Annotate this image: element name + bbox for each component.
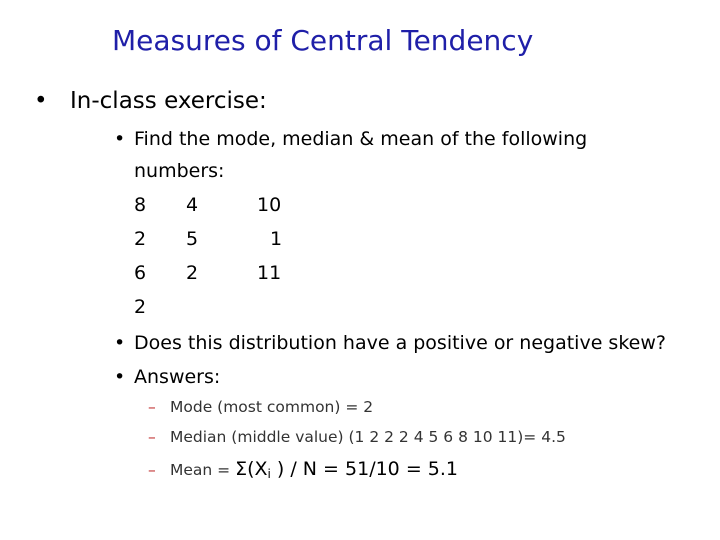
mean-subscript: i [267,467,271,481]
number-cell: 10 [257,194,282,216]
dash-icon: – [148,398,156,416]
answer-mode [148,398,373,416]
answer-mean [148,458,458,481]
number-cell: 8 [134,194,147,216]
find-line2: numbers: [134,160,225,182]
answers-bullet [114,366,220,388]
number-cell: 11 [257,262,282,284]
skew-bullet [114,332,666,354]
answer-median-text: Median (middle value) (1 2 2 2 4 5 6 8 10 11)= 4.5 [170,428,566,446]
slide-title: Measures of Central Tendency [112,24,534,57]
bullet-icon: • [114,366,126,388]
main-bullet-text: In-class exercise: [70,88,267,114]
number-cell: 6 [134,262,147,284]
number-cell: 4 [186,194,199,216]
number-cell: 2 [186,262,199,284]
skew-question: Does this distribution have a positive or negative skew? [134,332,666,354]
main-bullet [34,88,267,114]
find-line1: Find the mode, median & mean of the following [134,128,588,150]
mean-rest: ) / N = 51/10 = 5.1 [270,458,458,480]
number-cell: 5 [186,228,199,250]
number-cell: 2 [134,296,147,318]
answers-label: Answers: [134,366,221,388]
answer-median [148,428,566,446]
dash-icon: – [148,428,156,446]
bullet-icon: • [114,332,126,354]
sigma-symbol: Σ [235,458,248,480]
bullet-icon: • [114,128,126,150]
bullet-icon: • [34,88,48,114]
answer-mean-prefix: Mean = [170,461,236,479]
dash-icon: – [148,461,156,479]
mean-open: (X [247,458,268,480]
number-cell: 1 [270,228,283,250]
number-cell: 2 [134,228,147,250]
find-bullet [114,128,587,150]
answer-mode-text: Mode (most common) = 2 [170,398,374,416]
